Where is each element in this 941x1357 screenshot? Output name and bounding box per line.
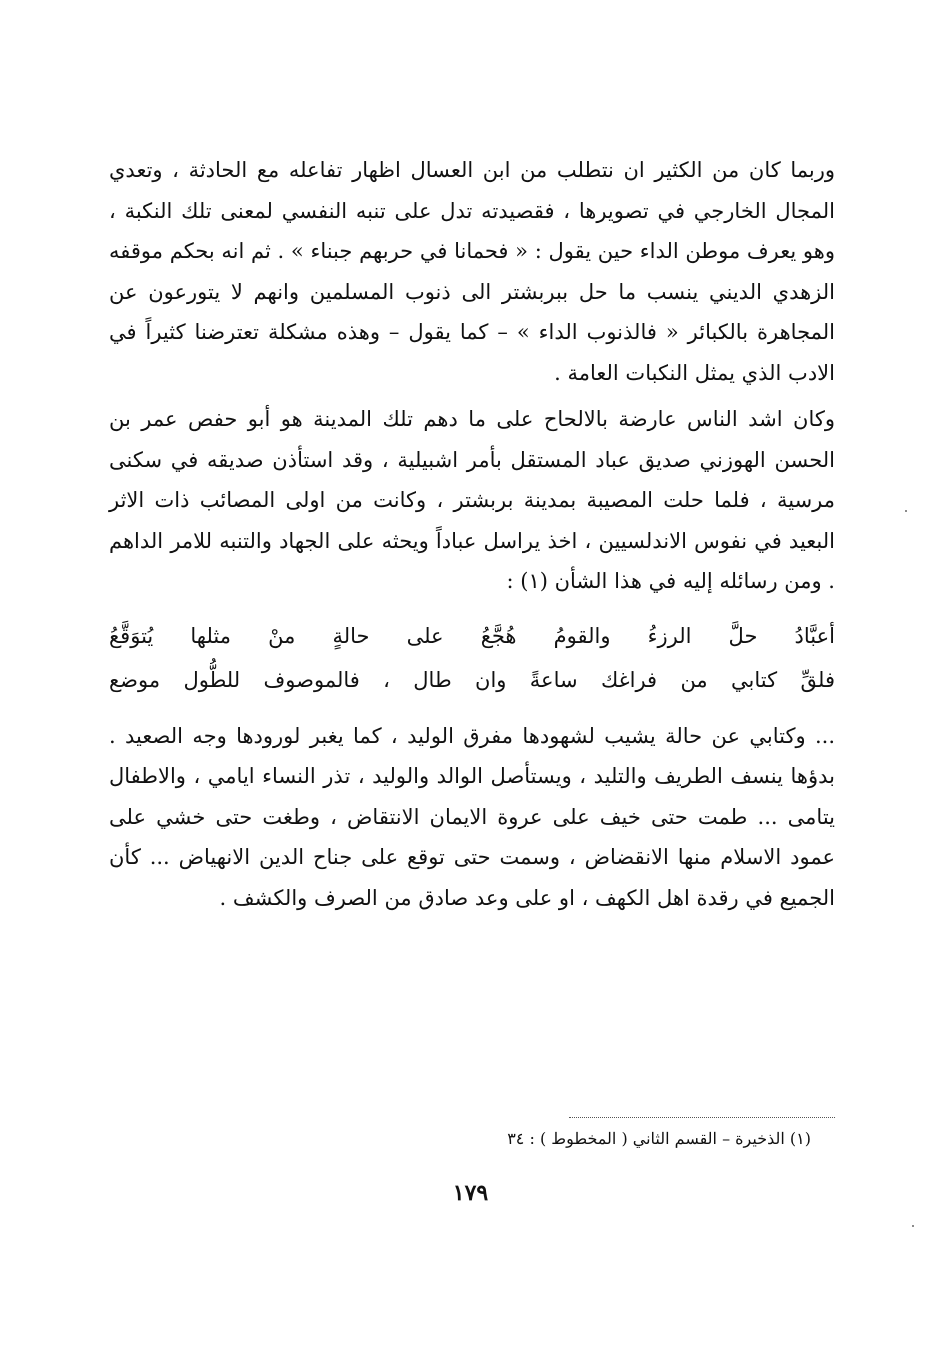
scan-speck (905, 510, 907, 512)
page-body (109, 150, 835, 918)
scan-speck (912, 1225, 914, 1227)
verse-block (109, 614, 835, 702)
page-number: ١٧٩ (452, 1180, 489, 1206)
verse-line-1: أعبَّادُ حلَّ الرزءُ والقومُ هُجَّعُ على حالةٍ منْ مثلها يُتوَقَّعُ (109, 623, 835, 648)
footnote: (١) الذخيرة – القسم الثاني ( المخطوط ) : ٣٤ (507, 1129, 811, 1148)
paragraph-2: وكان اشد الناس عارضة بالالحاح على ما دهم تلك المدينة هو أبو حفص عمر بن الحسن الهوزني صديق عباد المستقل بأمر اشبيلية ، وقد استأذن صديقه في سكنى مرسية ، فلما حلت المصيبة بمدينة بربشتر ، وكانت من اولى المصائب ذات الاثر البعيد في نفوس الاندلسيين ، اخذ يراسل عباداً ويحثه على الجهاد والتنبه للامر الداهم . ومن رسائله إليه في هذا الشأن (١) : (109, 407, 835, 593)
paragraph-1: وربما كان من الكثير ان نتطلب من ابن العسال اظهار تفاعله مع الحادثة ، وتعدي المجال الخارجي في تصويرها ، فقصيدته تدل على تنبه النفسي لمعنى تلك النكبة ، وهو يعرف موطن الداء حين يقول : « فحمانا في حربهم جبناء » . ثم انه بحكم موقفه الزهدي الديني ينسب ما حل ببربشتر الى ذنوب المسلمين وانهم لا يتورعون عن المجاهرة بالكبائر « فالذنوب الداء » – كما يقول – وهذه مشكلة تعترضنا كثيراً في الادب الذي يمثل النكبات العامة . (109, 158, 835, 385)
paragraph-3: ... وكتابي عن حالة يشيب لشهودها مفرق الوليد ، كما يغبر لورودها وجه الصعيد . بدؤها ينسف الطريف والتليد ، ويستأصل الوالد والوليد ، تذر النساء ايامي ، والاطفال يتامى ... طمت حتى خيف على عروة الايمان الانتقاض ، وطغت حتى خشي على عمود الاسلام منها الانقضاض ، وسمت حتى توقع على جناح الدين الانهياض ... كأن الجميع في رقدة اهل الكهف ، او على وعد صادق من الصرف والكشف . (109, 723, 835, 910)
verse-line-2: فلقِّ كتابي من فراغك ساعةً وان طال ، فالموصوف للطُّول موضع (109, 667, 835, 692)
footnote-separator (569, 1117, 835, 1118)
